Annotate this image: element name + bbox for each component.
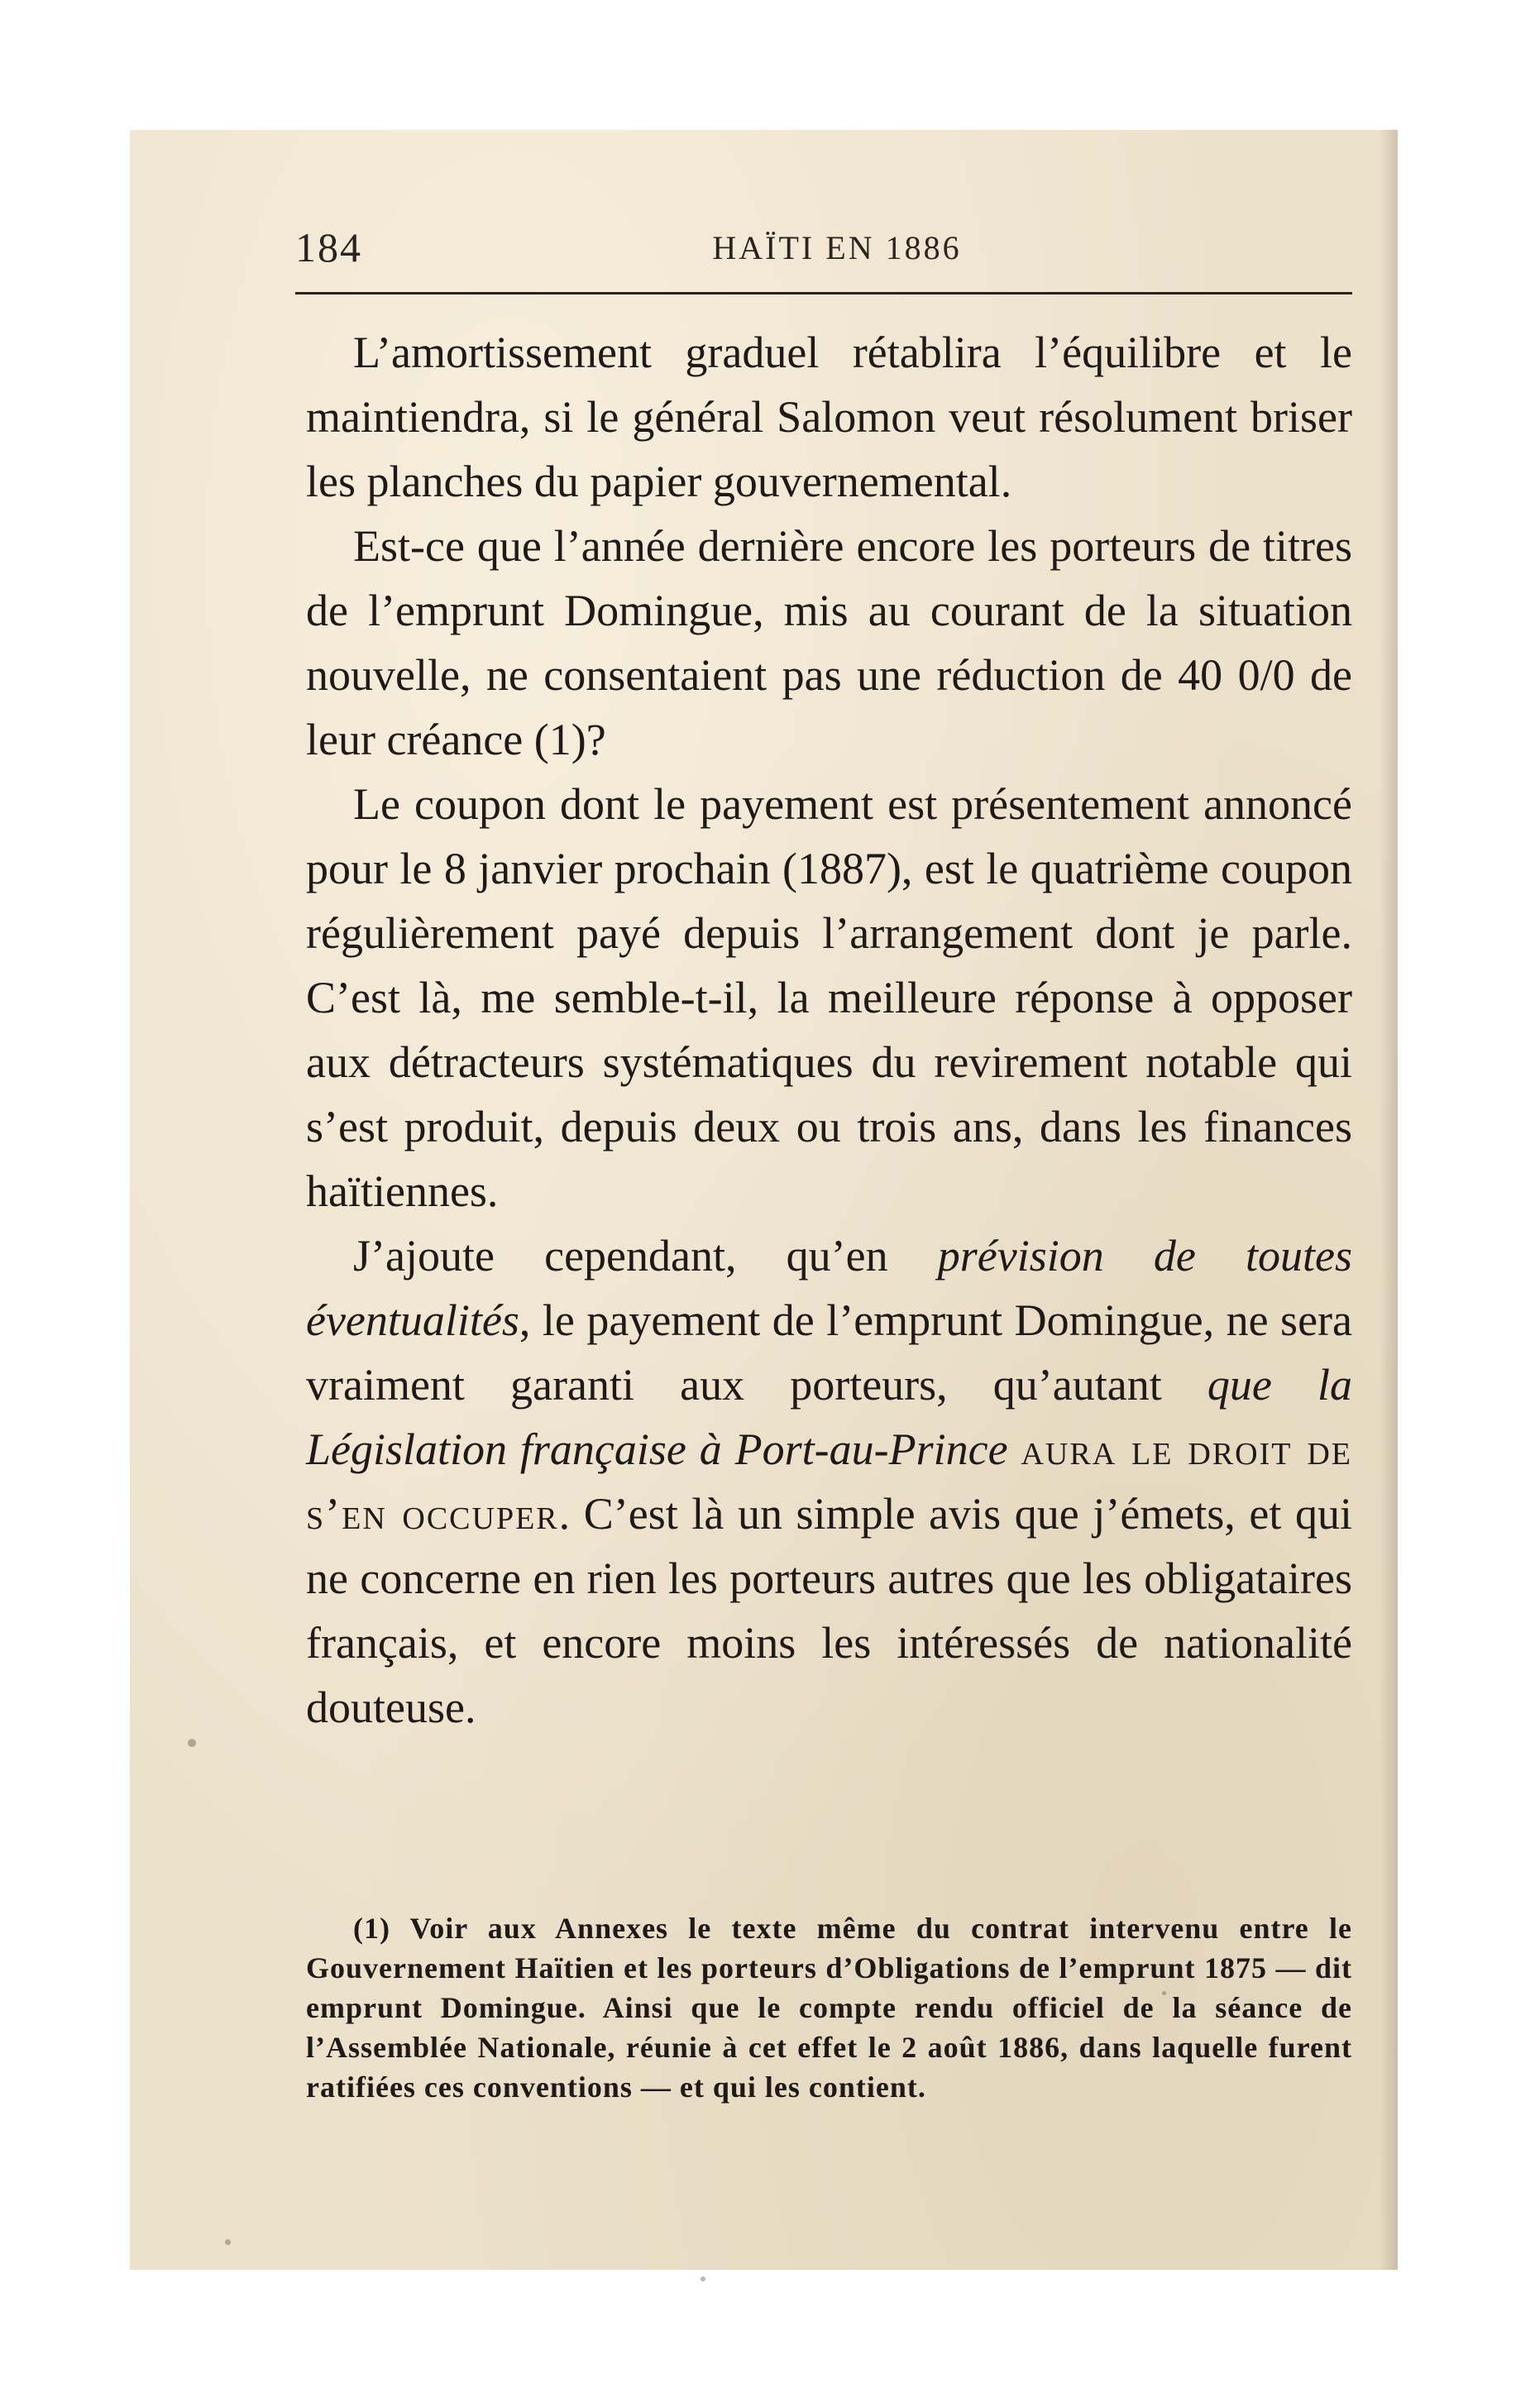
footnote	[306, 1908, 1352, 2107]
paragraph-2: Est-ce que l’année dernière encore les porteurs de titres de l’emprunt Domingue, mis au courant de la situation nouvelle, ne consentaient pas une réduction de 40 0/0 de leur créance (1)?	[306, 521, 1352, 764]
paragraph-4-part-a: J’ajoute cependant, qu’en	[353, 1231, 938, 1281]
footnote-text: (1) Voir aux Annexes le texte même du contrat intervenu entre le Gouvernement Haïtien et les porteurs d’Obligations de l’emprunt 1875 — dit emprunt Domingue. Ainsi que le compte rendu officiel de la séance de l’Assemblée Nationale, réunie à cet effet le 2 août 1886, dans laquelle furent ratifiées ces conventions — et qui les contient.	[306, 1912, 1352, 2104]
scanned-page	[130, 130, 1398, 2270]
paragraph-4-smallcaps: aura le droit de s’en occuper	[306, 1424, 1352, 1539]
paragraph-4-part-f: . C’est là un simple avis que j’émets, et qui ne concerne en rien les porteurs autres que les obligataires français, et encore moins les intéressés de nationalité douteuse.	[306, 1489, 1352, 1732]
paper-speck	[225, 2239, 231, 2245]
paper-speck	[188, 1739, 196, 1747]
paragraph-4-italic-prevision: prévision de toutes éventualités	[306, 1231, 1352, 1345]
paragraph-3: Le coupon dont le payement est présentement annoncé pour le 8 janvier prochain (1887), est le quatrième coupon régulièrement payé depuis l’arrangement dont je parle. C’est là, me semble-t-il, la meilleure réponse à opposer aux détracteurs systématiques du revirement notable qui s’est produit, depuis deux ou trois ans, dans les finances haïtiennes.	[306, 779, 1352, 1216]
paragraph-4-part-c: , le payement de l’emprunt Domingue, ne sera vraiment garanti aux porteurs, qu’autant	[306, 1295, 1352, 1410]
paper-speck	[701, 2276, 705, 2281]
running-title: HAÏTI EN 1886	[712, 229, 962, 266]
page-header	[295, 223, 1346, 281]
paragraph-4	[306, 1223, 1352, 1740]
paragraph-4-italic-legislation: que la Législation française à Port-au-Prince	[306, 1360, 1352, 1474]
paragraph-1: L’amortissement graduel rétablira l’équilibre et le maintiendra, si le général Salomon veut résolument briser les planches du papier gouvernemental.	[306, 328, 1352, 506]
page-edge-shadow	[1380, 130, 1398, 2270]
page-number: 184	[295, 224, 362, 270]
header-rule	[295, 292, 1352, 294]
body-text	[306, 320, 1352, 1740]
paper-speck	[1162, 1991, 1166, 1995]
